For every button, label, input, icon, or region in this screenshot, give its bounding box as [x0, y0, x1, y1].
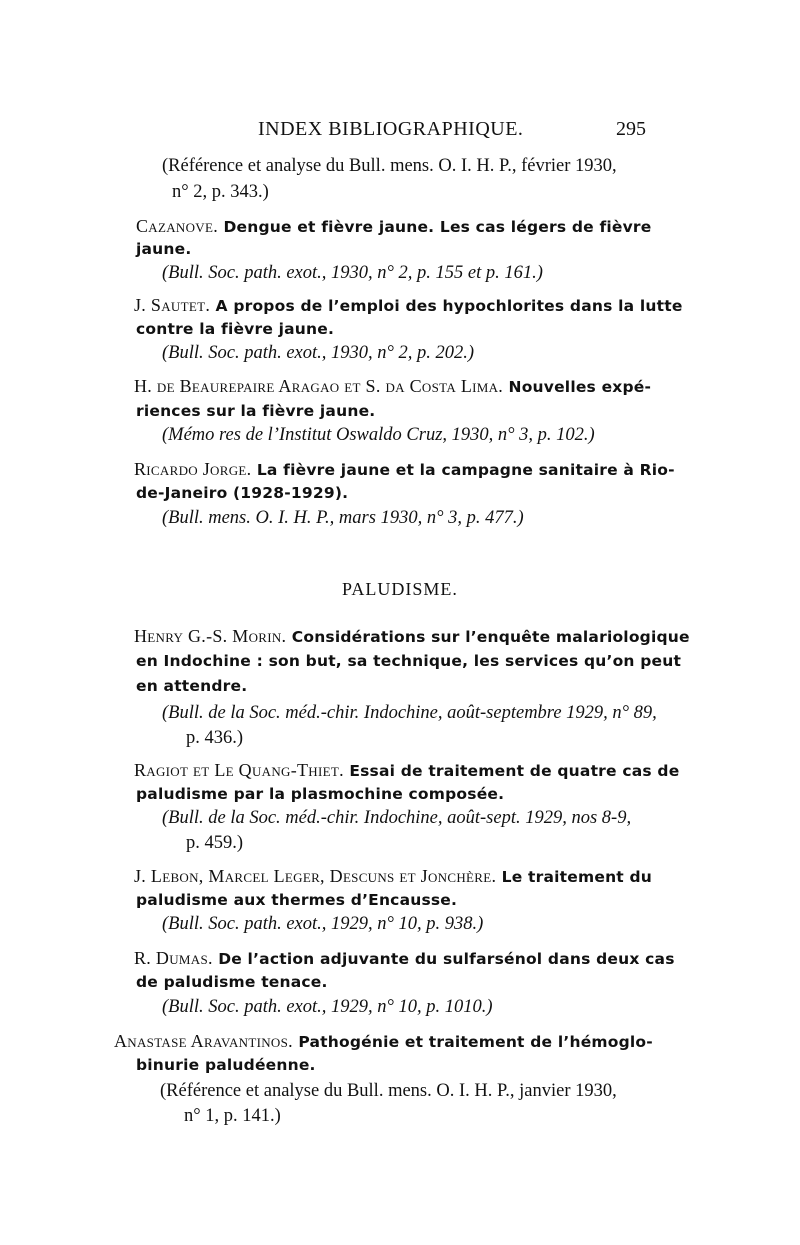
entry-author: Ragiot et Le Quang-Thiet. [134, 760, 344, 780]
entry-reference: (Bull. Soc. path. exot., 1930, n° 2, p. 155 et p. 161.) [162, 263, 543, 283]
entry-author: Henry G.-S. Morin. [134, 626, 287, 646]
reference-line: (Référence et analyse du Bull. mens. O. I. H. P., février 1930, [162, 156, 617, 176]
page-number: 295 [616, 118, 646, 140]
entry-reference: (Bull. Soc. path. exot., 1930, n° 2, p. 202.) [162, 343, 475, 363]
entry-author: J. Sautet. [134, 295, 211, 315]
entry-reference: (Bull. Soc. path. exot., 1929, n° 10, p. 1010.) [162, 997, 493, 1017]
entry-title: Dengue et fièvre jaune. Les cas légers de fièvre [223, 218, 652, 236]
entry-author: Cazanove. [136, 216, 219, 236]
entry-author: J. Lebon, Marcel Leger, Descuns et Jonchère. [134, 866, 497, 886]
entry-title: De l’action adjuvante du sulfarsénol dans deux cas [218, 950, 675, 968]
running-title: INDEX BIBLIOGRAPHIQUE. [258, 118, 524, 140]
entry-reference: (Bull. Soc. path. exot., 1929, n° 10, p. 938.) [162, 914, 484, 934]
entry-title: de-Janeiro (1928-1929). [136, 484, 349, 502]
entry-title: Pathogénie et traitement de l’hémoglo- [298, 1033, 653, 1051]
entry-reference: p. 459.) [186, 833, 244, 853]
section-heading: PALUDISME. [342, 579, 458, 599]
entry-reference: (Bull. de la Soc. méd.-chir. Indochine, août-septembre 1929, n° 89, [162, 703, 657, 723]
entry-title: La fièvre jaune et la campagne sanitaire à Rio- [256, 461, 675, 479]
entry-title: en attendre. [136, 677, 248, 695]
entry-title: A propos de l’emploi des hypochlorites dans la lutte [215, 297, 683, 315]
entry-title: de paludisme tenace. [136, 973, 328, 991]
entry-author: R. Dumas. [134, 948, 213, 968]
entry-reference: p. 436.) [186, 728, 244, 748]
entry-title: riences sur la fièvre jaune. [136, 402, 376, 420]
entry-title: Considérations sur l’enquête malariologique [291, 628, 690, 646]
entry-title: Essai de traitement de quatre cas de [349, 762, 680, 780]
entry-title: binurie paludéenne. [136, 1056, 316, 1074]
entry-title: jaune. [136, 240, 192, 258]
entry-title: Le traitement du [501, 868, 653, 886]
entry-title: en Indochine : son but, sa technique, les services qu’on peut [136, 652, 682, 670]
reference-line: n° 2, p. 343.) [172, 182, 269, 202]
entry-reference: (Bull. de la Soc. méd.-chir. Indochine, août-sept. 1929, nos 8-9, [162, 808, 632, 828]
entry-reference: (Référence et analyse du Bull. mens. O. I. H. P., janvier 1930, [160, 1081, 617, 1101]
entry-title: contre la fièvre jaune. [136, 320, 335, 338]
entry-reference: n° 1, p. 141.) [184, 1106, 281, 1126]
entry-title: Nouvelles expé- [508, 378, 652, 396]
entry-reference: (Mémo res de l’Institut Oswaldo Cruz, 1930, n° 3, p. 102.) [162, 425, 595, 445]
entry-title: paludisme aux thermes d’Encausse. [136, 891, 458, 909]
entry-author: H. de Beaurepaire Aragao et S. da Costa Lima. [134, 376, 504, 396]
entry-author: Ricardo Jorge. [134, 459, 252, 479]
entry-title: paludisme par la plasmochine composée. [136, 785, 505, 803]
page-header [0, 118, 800, 148]
entry-author: Anastase Aravantinos. [114, 1031, 293, 1051]
entry-reference: (Bull. mens. O. I. H. P., mars 1930, n° 3, p. 477.) [162, 508, 524, 528]
